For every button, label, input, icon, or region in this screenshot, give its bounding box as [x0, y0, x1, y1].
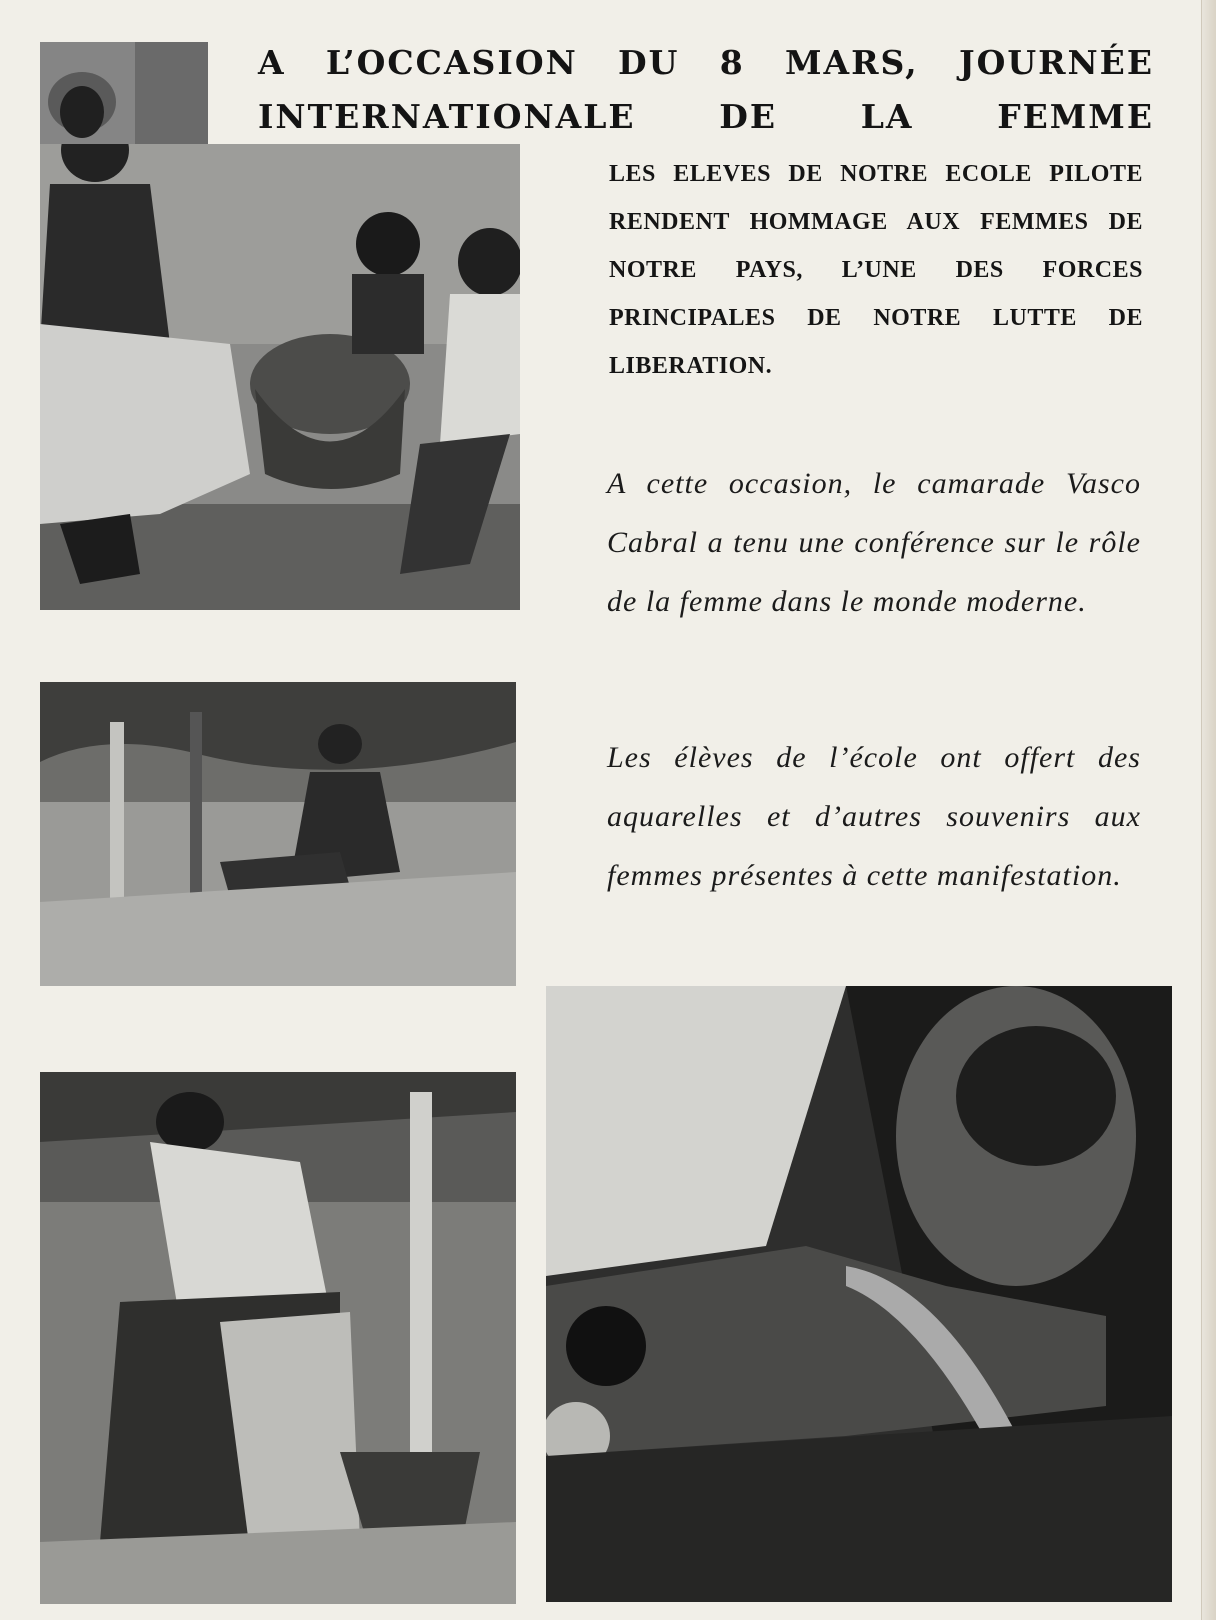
- article-lead: LES ELEVES DE NOTRE ECOLE PILOTE RENDENT HOMMAGE AUX FEMMES DE NOTRE PAYS, L’UNE DES FORCES PRINCIPALES DE NOTRE LUTTE DE LIBERATION.: [609, 161, 1143, 379]
- photo-woman-pounding-grain: [40, 1072, 516, 1604]
- page-edge: [1201, 0, 1216, 1620]
- article-paragraph-2: Les élèves de l’école ont offert des aquarelles et d’autres souvenirs aux femmes présentes à cette manifestation.: [607, 741, 1141, 892]
- photo-woman-crouching: [40, 682, 516, 986]
- photo-women-children-basket: [40, 42, 208, 144]
- photo-women-children-basket-main: [40, 144, 520, 610]
- article-title: A L’OCCASION DU 8 MARS, JOURNÉE INTERNATIONALE DE LA FEMME: [258, 43, 1154, 136]
- photo-woman-with-weapon: [546, 986, 1172, 1602]
- article-paragraph-1: A cette occasion, le camarade Vasco Cabral a tenu une conférence sur le rôle de la femme dans le monde moderne.: [607, 467, 1141, 618]
